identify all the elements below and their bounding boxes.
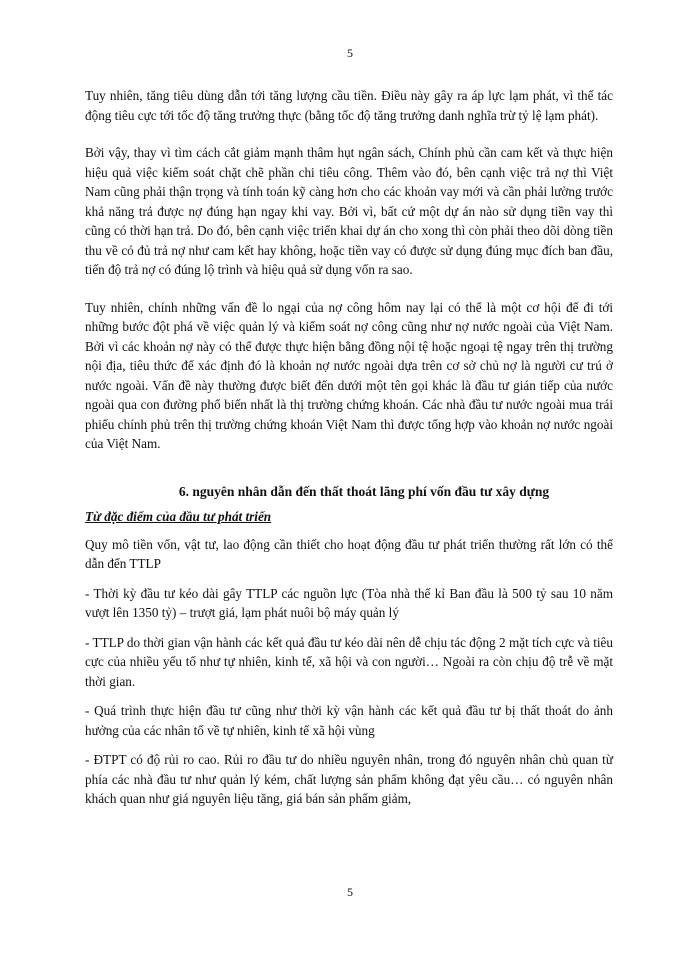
document-body [85, 86, 613, 819]
list-item: - Thời kỳ đầu tư kéo dài gây TTLP các nguồn lực (Tòa nhà thế kỉ Ban đầu là 500 tỷ sau 10 năm vượt lên 1350 tỷ) – trượt giá, lạm phát nuôi bộ máy quản lý [85, 585, 613, 620]
list-item: - ĐTPT có độ rủi ro cao. Rủi ro đầu tư do nhiều nguyên nhân, trong đó nguyên nhân chủ quan từ phía các nhà đầu tư như quản lý kém, chất lượng sản phẩm không đạt yêu cầu… có nguyên nhân khách quan như giá nguyên liệu tăng, giá bán sản phẩm giảm, [85, 752, 613, 806]
list-item: - TTLP do thời gian vận hành các kết quả đầu tư kéo dài nên dễ chịu tác động 2 mặt tích cực và tiêu cực của nhiều yếu tố như tự nhiên, kinh tế, xã hội và con người… Ngoài ra còn chịu độ trễ về mặt thời gian. [85, 634, 613, 689]
paragraph-public-spending: Bởi vậy, thay vì tìm cách cắt giảm mạnh thâm hụt ngân sách, Chính phủ cần cam kết và thực hiện hiệu quả việc kiểm soát chặt chẽ phần chi tiêu công. Thêm vào đó, bên cạnh việc trả nợ thì Việt Nam cũng phải thận trọng và tính toán kỹ càng hơn cho các khoản vay mới và cần phải lường trước khả năng trả được nợ đúng hạn ngay khi vay. Bởi vì, bất cứ một dự án nào sử dụng tiền vay thì cũng có thời hạn trả. Do đó, bên cạnh việc triển khai dự án cho xong thì còn phải theo dõi dòng tiền thu về có đủ trả nợ như cam kết hay không, hoặc tiền vay có được sử dụng đúng mục đích ban đầu, tiến độ trả nợ có đúng lộ trình và hiệu quả sử dụng vốn ra sao. [85, 145, 613, 277]
page-number-bottom: 5 [347, 885, 353, 899]
list-item: Quy mô tiền vốn, vật tư, lao động cần thiết cho hoạt động đầu tư phát triển thường rất lớn có thể dẫn đến TTLP [85, 536, 613, 571]
list-item: - Quá trình thực hiện đầu tư cũng như thời kỳ vận hành các kết quả đầu tư bị thất thoát do ảnh hưởng của các nhân tố về tự nhiên, kinh tế xã hội vùng [85, 703, 613, 738]
paragraph-public-debt: Tuy nhiên, chính những vấn đề lo ngại của nợ công hôm nay lại có thể là một cơ hội để đi tới những bước đột phá về việc quản lý và kiểm soát nợ công cũng như nợ nước ngoài của Việt Nam. Bởi vì các khoản nợ này có thể được thực hiện bằng đồng nội tệ hoặc ngoại tệ ngay trên thị trường nội địa, tiêu thức để xác định đó là khoản nợ nước ngoài dựa trên cơ sở chủ nợ là người cư trú ở nước ngoài. Vấn đề này thường được biết đến dưới một tên gọi khác là đầu tư gián tiếp của nước ngoài qua con đường phổ biến nhất là thị trường chứng khoán. Các nhà đầu tư nước ngoài mua trái phiếu chính phủ trên thị trường chứng khoán Việt Nam thì được tổng hợp vào khoản nợ nước ngoài của Việt Nam. [85, 299, 613, 451]
page-number-top: 5 [347, 46, 353, 60]
paragraph-inflation: Tuy nhiên, tăng tiêu dùng dẫn tới tăng lượng cầu tiền. Điều này gây ra áp lực lạm phát, vì thế tác động tiêu cực tới tốc độ tăng trưởng thực (bằng tốc độ tăng trưởng danh nghĩa trừ tỷ lệ lạm phát). [85, 88, 613, 123]
section-heading: 6. nguyên nhân dẫn đến thất thoát lãng phí vốn đầu tư xây dựng [178, 483, 550, 499]
subheading: Từ đặc điểm của đầu tư phát triển [85, 509, 272, 524]
